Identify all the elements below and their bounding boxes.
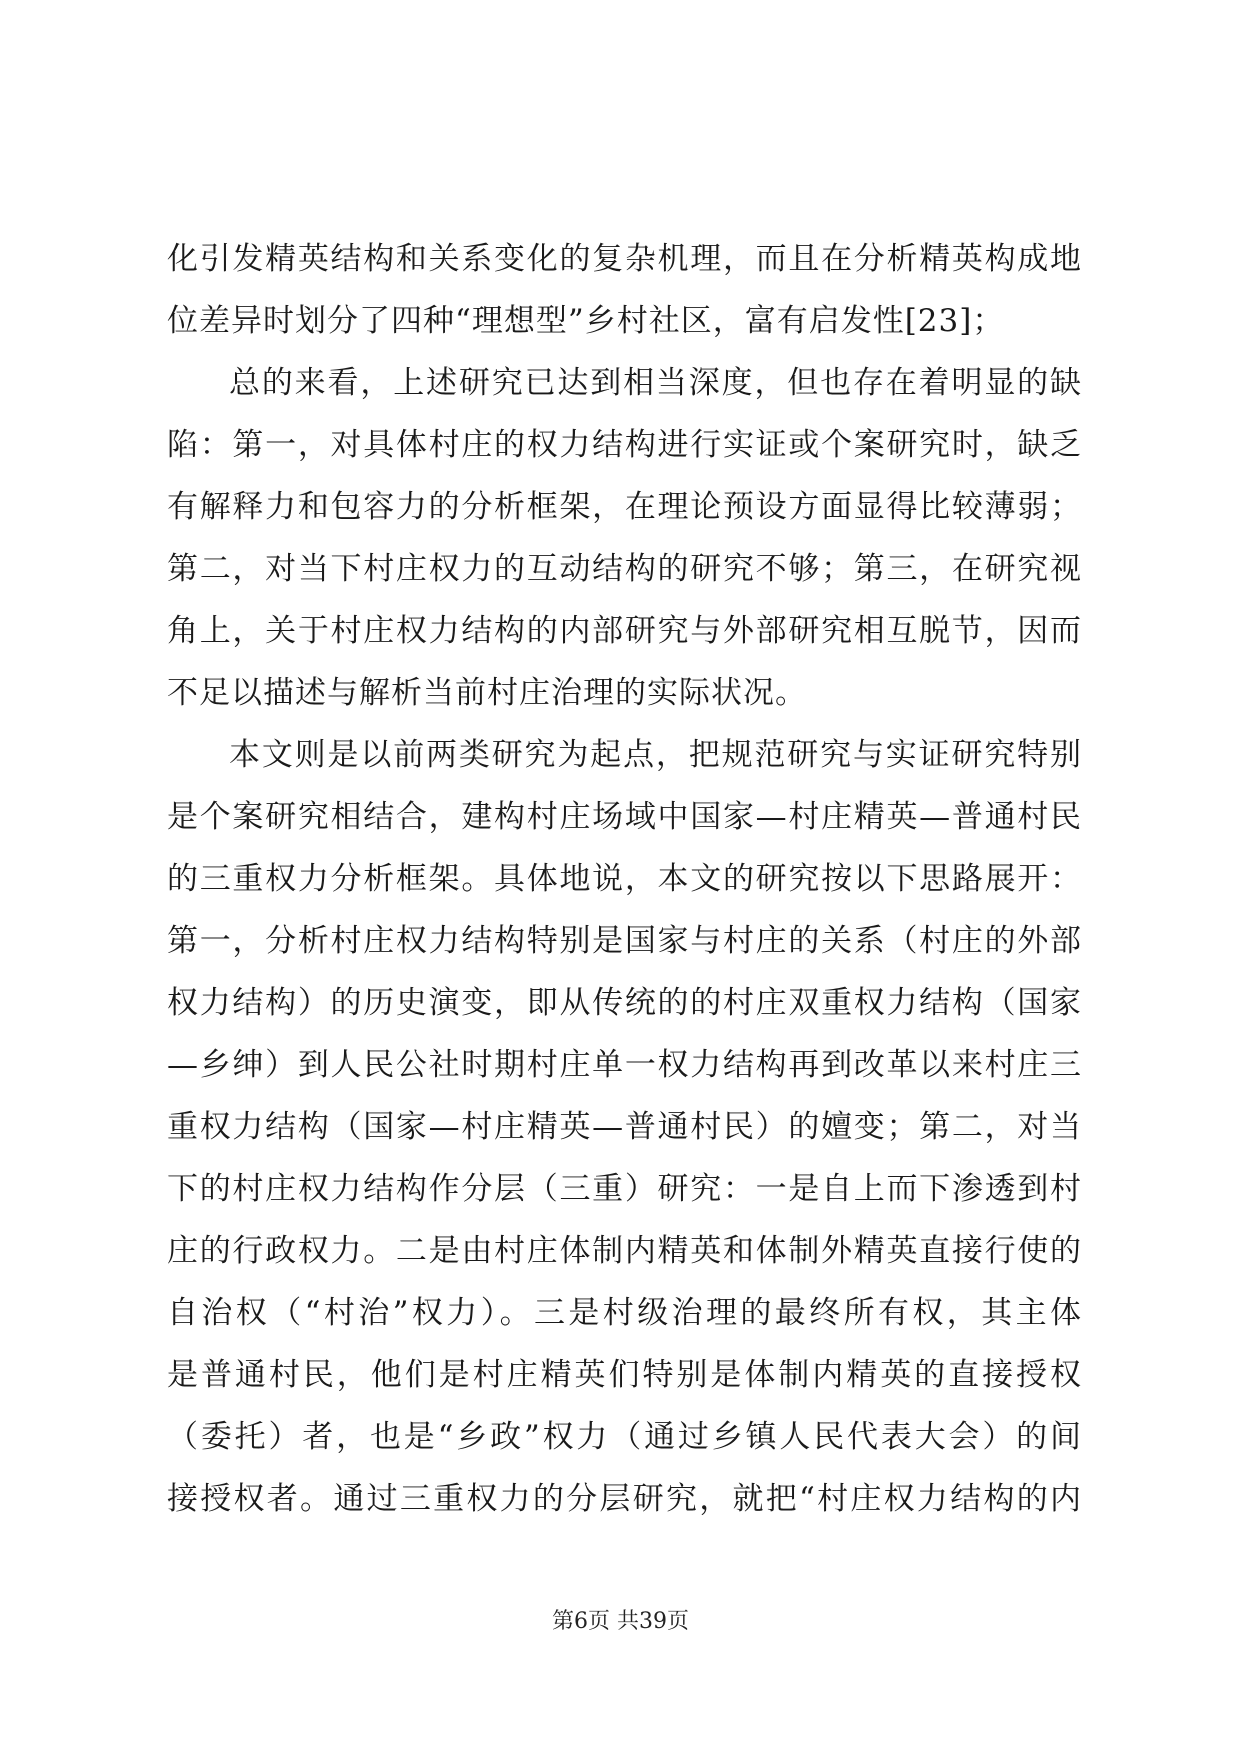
text-line: 接授权者。通过三重权力的分层研究，就把“村庄权力结构的内 <box>167 1481 1082 1517</box>
text-line: 有解释力和包容力的分析框架，在理论预设方面显得比较薄弱； <box>167 489 1082 525</box>
text-line: 第二，对当下村庄权力的互动结构的研究不够；第三，在研究视 <box>167 551 1082 587</box>
text-line: 重权力结构（国家—村庄精英—普通村民）的嬗变；第二，对当 <box>167 1109 1082 1145</box>
text-line: 自治权（“村治”权力）。三是村级治理的最终所有权，其主体 <box>167 1295 1082 1331</box>
text-line: 本文则是以前两类研究为起点，把规范研究与实证研究特别 <box>229 737 1082 773</box>
text-line: 是个案研究相结合，建构村庄场域中国家—村庄精英—普通村民 <box>167 799 1082 835</box>
text-line: 庄的行政权力。二是由村庄体制内精英和体制外精英直接行使的 <box>167 1233 1082 1269</box>
page-footer <box>0 1607 1241 1637</box>
text-line: —乡绅）到人民公社时期村庄单一权力结构再到改革以来村庄三 <box>167 1047 1082 1083</box>
text-line: （委托）者，也是“乡政”权力（通过乡镇人民代表大会）的间 <box>167 1419 1082 1455</box>
text-line: 下的村庄权力结构作分层（三重）研究：一是自上而下渗透到村 <box>167 1171 1082 1207</box>
text-line: 第一，分析村庄权力结构特别是国家与村庄的关系（村庄的外部 <box>167 923 1082 959</box>
text-line: 权力结构）的历史演变，即从传统的的村庄双重权力结构（国家 <box>167 985 1082 1021</box>
text-line: 陷：第一，对具体村庄的权力结构进行实证或个案研究时，缺乏 <box>167 427 1082 463</box>
text-line: 是普通村民，他们是村庄精英们特别是体制内精英的直接授权 <box>167 1357 1082 1393</box>
text-line: 不足以描述与解析当前村庄治理的实际状况。 <box>167 675 807 711</box>
text-line: 位差异时划分了四种“理想型”乡村社区，富有启发性[23]； <box>167 303 1005 339</box>
text-line: 角上，关于村庄权力结构的内部研究与外部研究相互脱节，因而 <box>167 613 1082 649</box>
body-text <box>167 228 1082 1530</box>
text-line: 总的来看，上述研究已达到相当深度，但也存在着明显的缺 <box>229 365 1082 401</box>
page-number: 第6页 共39页 <box>552 1609 689 1634</box>
text-line: 化引发精英结构和关系变化的复杂机理，而且在分析精英构成地 <box>167 241 1082 277</box>
text-line: 的三重权力分析框架。具体地说，本文的研究按以下思路展开： <box>167 861 1082 897</box>
